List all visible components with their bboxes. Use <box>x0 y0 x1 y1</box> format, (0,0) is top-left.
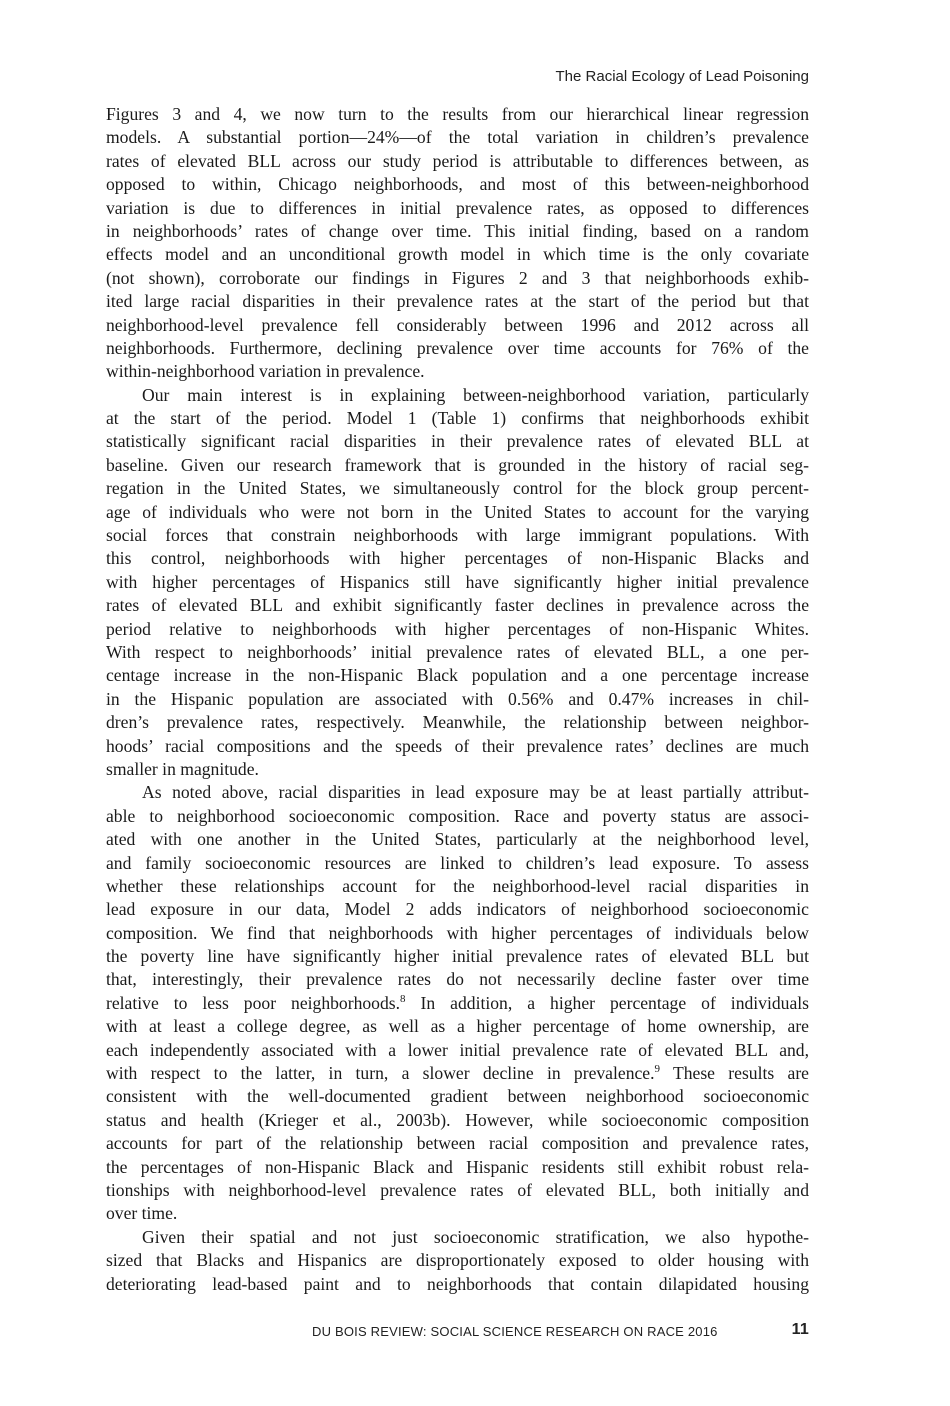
text-line: rates of elevated BLL and exhibit significantly faster declines in prevalence across the <box>106 595 809 616</box>
text-line: age of individuals who were not born in the United States to account for the varying <box>106 501 809 522</box>
text-line: Figures 3 and 4, we now turn to the results from our hierarchical linear regression <box>106 104 809 124</box>
text-line: Our main interest is in explaining between-neighborhood variation, particularly <box>142 384 809 405</box>
text-line: each independently associated with a lower initial prevalence rate of elevated BLL and, <box>106 1039 809 1060</box>
text-line: opposed to within, Chicago neighborhoods, and most of this between-neighborhood <box>106 174 809 195</box>
text-line: relative to less poor neighborhoods.$^8$ In addition, a higher percentage of individuals <box>106 992 809 1013</box>
paragraph <box>106 781 809 1225</box>
text-line: composition. We find that neighborhoods with higher percentages of individuals below <box>106 922 809 943</box>
text-line: the percentages of non-Hispanic Black and Hispanic residents still exhibit robust rela- <box>106 1156 809 1177</box>
text-line: tionships with neighborhood-level prevalence rates of elevated BLL, both initially and <box>106 1179 809 1200</box>
text-line: and family socioeconomic resources are linked to children’s lead exposure. To assess <box>106 852 809 873</box>
text-line: (not shown), corroborate our findings in Figures 2 and 3 that neighborhoods exhib- <box>106 267 809 288</box>
text-line: regation in the United States, we simultaneously control for the block group percent- <box>106 478 809 499</box>
text-line: at the start of the period. Model 1 (Table 1) confirms that neighborhoods exhibit <box>106 408 809 429</box>
text-line: within-neighborhood variation in prevalence. <box>106 361 425 382</box>
text-line: with at least a college degree, as well as a higher percentage of home ownership, are <box>106 1016 809 1037</box>
text-line: dren’s prevalence rates, respectively. Meanwhile, the relationship between neighbor- <box>106 712 809 733</box>
text-line: over time. <box>106 1203 178 1224</box>
text-line: As noted above, racial disparities in lead exposure may be at least partially attribut- <box>142 782 809 803</box>
text-line: Given their spatial and not just socioeconomic stratification, we also hypothe- <box>142 1226 809 1247</box>
page-number: 11 <box>791 1321 809 1338</box>
text-line: smaller in magnitude. <box>106 758 259 779</box>
text-line: with respect to the latter, in turn, a slower decline in prevalence.$^9$ These results are <box>106 1063 809 1084</box>
text-line: the poverty line have significantly higher initial prevalence rates of elevated BLL but <box>106 946 809 967</box>
text-line: this control, neighborhoods with higher percentages of non-Hispanic Blacks and <box>106 548 809 569</box>
text-line: status and health (Krieger et al., 2003b). However, while socioeconomic composition <box>106 1109 809 1130</box>
text-line: models. A substantial portion—24%—of the total variation in children’s prevalence <box>106 127 809 148</box>
text-line: lead exposure in our data, Model 2 adds indicators of neighborhood socioeconomic <box>106 899 809 920</box>
text-line: able to neighborhood socioeconomic composition. Race and poverty status are associ- <box>106 805 809 826</box>
text-line: in the Hispanic population are associated with 0.56% and 0.47% increases in chil- <box>106 688 809 709</box>
journal-name: DU BOIS REVIEW: SOCIAL SCIENCE RESEARCH ON RACE 2016 <box>312 1324 718 1339</box>
text-line: accounts for part of the relationship between racial composition and prevalence rates, <box>106 1133 809 1154</box>
text-line: period relative to neighborhoods with higher percentages of non-Hispanic Whites. <box>106 618 809 639</box>
text-line: ated with one another in the United States, particularly at the neighborhood level, <box>106 829 809 850</box>
text-line: with higher percentages of Hispanics still have significantly higher initial prevalence <box>106 571 809 592</box>
text-line: rates of elevated BLL across our study period is attributable to differences between, as <box>106 150 809 171</box>
text-line: neighborhoods. Furthermore, declining prevalence over time accounts for 76% of the <box>106 337 809 358</box>
text-line: that, interestingly, their prevalence rates do not necessarily decline faster over time <box>106 969 809 990</box>
text-line: effects model and an unconditional growth model in which time is the only covariate <box>106 244 809 265</box>
running-head-title: The Racial Ecology of Lead Poisoning <box>555 68 809 85</box>
text-line: centage increase in the non-Hispanic Black population and a one percentage increase <box>106 665 809 686</box>
paragraph <box>106 1226 809 1296</box>
text-line: ited large racial disparities in their prevalence rates at the start of the period but that <box>106 291 809 312</box>
text-line: whether these relationships account for the neighborhood-level racial disparities in <box>106 875 809 896</box>
text-line: variation is due to differences in initial prevalence rates, as opposed to differences <box>106 197 809 218</box>
text-line: social forces that constrain neighborhoods with large immigrant populations. With <box>106 525 809 546</box>
text-line: deteriorating lead-based paint and to neighborhoods that contain dilapidated housing <box>106 1273 809 1294</box>
text-line: statistically significant racial disparities in their prevalence rates of elevated BLL at <box>106 431 809 452</box>
text-line: With respect to neighborhoods’ initial prevalence rates of elevated BLL, a one per- <box>106 641 809 662</box>
text-line: hoods’ racial compositions and the speeds of their prevalence rates’ declines are much <box>106 735 809 756</box>
text-line: neighborhood-level prevalence fell considerably between 1996 and 2012 across all <box>106 314 809 335</box>
article-body <box>106 103 809 1296</box>
text-line: consistent with the well-documented gradient between neighborhood socioeconomic <box>106 1086 809 1107</box>
text-line: baseline. Given our research framework that is grounded in the history of racial seg- <box>106 454 809 475</box>
paragraph <box>106 384 809 782</box>
text-line: in neighborhoods’ rates of change over time. This initial finding, based on a random <box>106 220 809 241</box>
text-line: sized that Blacks and Hispanics are disproportionately exposed to older housing with <box>106 1250 809 1271</box>
paragraph <box>106 103 809 384</box>
footnote-ref[interactable]: 9 <box>654 1063 661 1076</box>
footnote-ref[interactable]: 8 <box>400 992 406 1005</box>
